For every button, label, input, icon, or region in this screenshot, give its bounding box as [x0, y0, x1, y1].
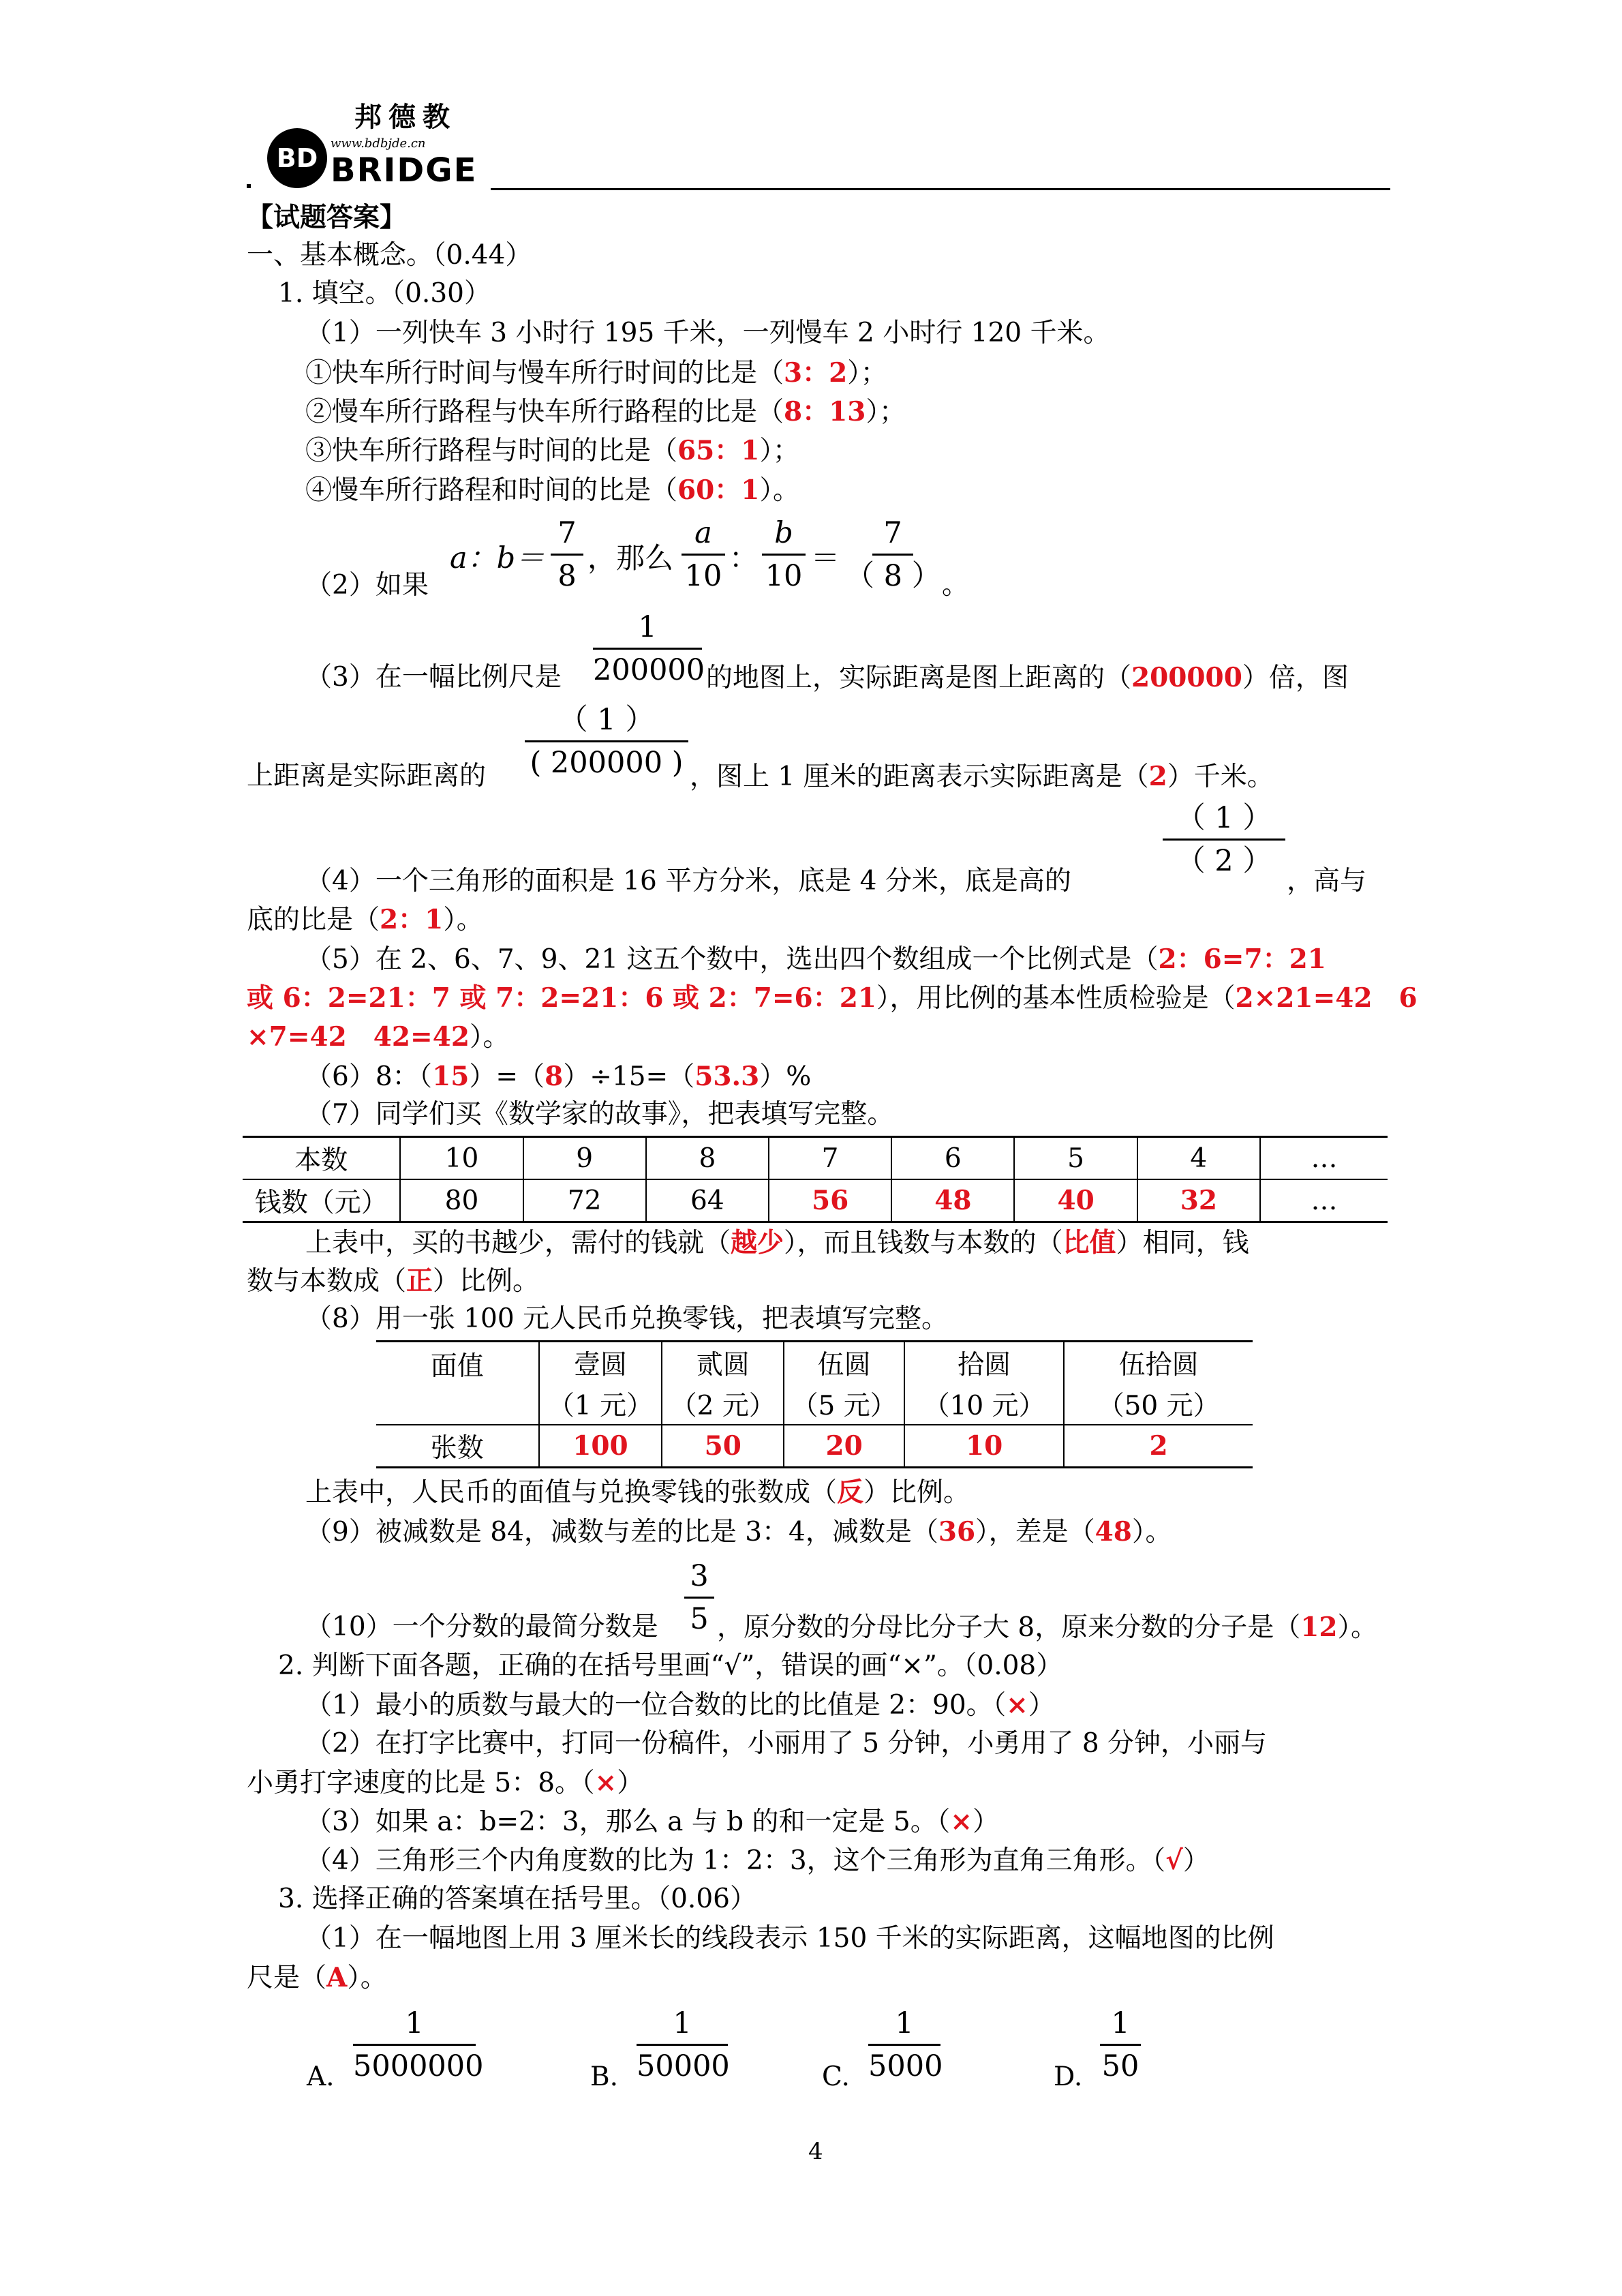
problem-1-stem: （1）一列快车 3 小时行 195 千米，一列慢车 2 小时行 120 千米。 [305, 318, 1110, 348]
problem-10-text: （10）一个分数的最简分数是 [305, 1612, 658, 1642]
option-b-label: B. [590, 2061, 619, 2092]
header-rule [491, 188, 1390, 190]
problem-2-label: （2）如果 [305, 570, 429, 601]
option-d-fraction: 1 50 [1100, 2003, 1141, 2087]
answer: 2：1 [380, 904, 444, 935]
problem-2-then: ，那么 [587, 541, 674, 575]
table-cell: 5 [1014, 1137, 1137, 1180]
problem-9: （9）被减数是 84，减数与差的比是 3：4，减数是（36），差是（48）。 [305, 1516, 1172, 1547]
answer-fraction: （ 1 ） ( 200000 ) [525, 699, 688, 783]
problem-3-line2-rest: ，图上 1 厘米的距离表示实际距离是（2）千米。 [690, 761, 1274, 792]
currency-table [376, 1340, 1253, 1468]
table-cell: 伍圆 [784, 1342, 904, 1384]
answer: 2：6=7：21 [1158, 943, 1326, 975]
fraction-3-5: 3 5 [684, 1556, 714, 1640]
table-answer-cell: 32 [1137, 1179, 1260, 1222]
answer: 36 [938, 1516, 976, 1547]
fraction-answer-7-8: 7 （ 8 ） [845, 516, 941, 593]
answer: 8：13 [784, 396, 866, 427]
answer-mark: √ [1165, 1845, 1183, 1876]
problem-4-text: （4）一个三角形的面积是 16 平方分米，底是 4 分米，底是高的 [305, 866, 1071, 896]
answer: 比值 [1062, 1227, 1116, 1258]
problem-7-label: （7）同学们买《数学家的故事》，把表填写完整。 [305, 1099, 894, 1130]
table-cell: （50 元） [1097, 1391, 1220, 1421]
problem-1d: ④慢车所行路程和时间的比是（60：1）。 [305, 474, 799, 506]
problem-7-after-1: 上表中，买的书越少，需付的钱就（越少），而且钱数与本数的（比值）相同，钱 [305, 1227, 1249, 1258]
question-2-heading: 2. 判断下面各题，正确的在括号里画“√”，错误的画“×”。（0.08） [278, 1650, 1063, 1681]
table-answer-cell: 50 [662, 1425, 784, 1468]
judge-4: （4）三角形三个内角度数的比为 1：2：3，这个三角形为直角三角形。（√） [305, 1845, 1210, 1876]
option-c-label: C. [822, 2061, 850, 2092]
answer: 2×21=42 6 [1235, 982, 1418, 1014]
period: 。 [942, 570, 969, 601]
table-cell: 4 [1137, 1137, 1260, 1180]
table-row [243, 1137, 1388, 1180]
answer: 200000 [1131, 662, 1242, 693]
table-row [376, 1342, 1253, 1384]
problem-1c: ③快车所行路程与时间的比是（65：1）； [305, 435, 799, 466]
question-1-heading: 1. 填空。（0.30） [278, 278, 491, 309]
answer: 60：1 [677, 474, 760, 506]
problem-5-line1: （5）在 2、6、7、9、21 这五个数中，选出四个数组成一个比例式是（2：6=7：21 [305, 943, 1326, 975]
judge-2-line2: 小勇打字速度的比是 5：8。（×） [247, 1767, 644, 1798]
answer: 65：1 [677, 435, 760, 466]
choice-1-line2: 尺是（A）。 [247, 1962, 387, 1993]
answer: 53.3 [694, 1061, 760, 1092]
answer: 越少 [731, 1227, 784, 1258]
problem-8-label: （8）用一张 100 元人民币兑换零钱，把表填写完整。 [305, 1303, 949, 1334]
table-answer-cell: 48 [891, 1179, 1014, 1222]
section-1-heading: 一、基本概念。（0.44） [247, 240, 532, 271]
table-cell: … [1311, 1185, 1338, 1216]
page-number: 4 [808, 2138, 823, 2165]
question-3-heading: 3. 选择正确的答案填在括号里。（0.06） [278, 1884, 756, 1914]
option-a-label: A. [307, 2061, 335, 2092]
table-cell: （5 元） [784, 1383, 904, 1425]
books-table [243, 1136, 1388, 1223]
choice-1-line1: （1）在一幅地图上用 3 厘米长的线段表示 150 千米的实际距离，这幅地图的比例 [305, 1923, 1274, 1954]
answer-mark: × [950, 1806, 973, 1837]
option-b-fraction: 1 50000 [637, 2006, 730, 2083]
answer: 48 [1095, 1516, 1132, 1547]
answer: 12 [1300, 1612, 1338, 1643]
table-cell: 9 [523, 1137, 646, 1180]
table-cell: （10 元） [904, 1383, 1064, 1425]
table-cell: … [1311, 1143, 1338, 1174]
table-cell: 贰圆 [662, 1342, 784, 1384]
fraction-b-10: b 10 [762, 513, 806, 596]
answer: 8 [545, 1061, 564, 1092]
logo-url: www.bdbjde.cn [331, 136, 426, 151]
problem-6: （6）8：（15）=（8）÷15=（53.3）% [305, 1061, 812, 1092]
table-cell: 6 [891, 1137, 1014, 1180]
problem-5-line3: ×7=42 42=42）。 [247, 1021, 510, 1053]
table-row [376, 1425, 1253, 1468]
problem-3-text-2: 上距离是实际距离的 [247, 761, 487, 791]
judge-1: （1）最小的质数与最大的一位合数的比的比值是 2：90。（×） [305, 1689, 1055, 1721]
table-cell: 72 [523, 1179, 646, 1222]
logo-chinese-text: 邦德教 [354, 101, 457, 133]
answer: A [326, 1962, 348, 1993]
equals-sign: ＝ [811, 541, 840, 575]
table-header-cell: 钱数（元） [243, 1179, 400, 1222]
table-answer-cell: 100 [539, 1425, 662, 1468]
table-answer-cell: 10 [904, 1425, 1064, 1468]
table-answer-cell: 40 [1014, 1179, 1137, 1222]
table-cell: 拾圆 [904, 1342, 1064, 1384]
answer: 3：2 [784, 357, 848, 389]
problem-4-line2: 底的比是（2：1）。 [247, 904, 483, 935]
problem-4-text-tail: ，高与 [1287, 866, 1367, 896]
judge-2-line1: （2）在打字比赛中，打同一份稿件，小丽用了 5 分钟，小勇用了 8 分钟，小丽与 [305, 1728, 1268, 1759]
answer: 15 [432, 1061, 470, 1092]
table-header-cell: 张数 [376, 1425, 539, 1468]
table-cell: 伍拾圆 [1118, 1350, 1199, 1380]
logo-mark: BD [267, 128, 327, 188]
table-cell: 7 [769, 1137, 891, 1180]
logo-wordmark: BRIDGE [331, 151, 478, 190]
table-cell: 壹圆 [539, 1342, 662, 1384]
problem-3-text: （3）在一幅比例尺是 [305, 662, 562, 693]
table-cell: （1 元） [539, 1383, 662, 1425]
answer-fraction: （ 1 ） （ 2 ） [1163, 798, 1285, 881]
problem-10-rest: ，原分数的分母比分子大 8，原来分数的分子是（12）。 [717, 1612, 1378, 1643]
answers-title: 【试题答案】 [247, 202, 407, 233]
table-answer-cell: 20 [784, 1425, 904, 1468]
table-cell: 10 [400, 1137, 523, 1180]
problem-1a: ①快车所行时间与慢车所行时间的比是（3：2）； [305, 357, 887, 389]
header-dot [247, 184, 251, 188]
problem-7-after-2: 数与本数成（正）比例。 [247, 1265, 540, 1297]
table-header-cell: 本数 [243, 1137, 400, 1180]
answer: 或 6：2=21：7 或 7：2=21：6 或 2：7=6：21 [247, 982, 876, 1014]
table-header-cell: 面值 [376, 1342, 539, 1425]
problem-1b: ②慢车所行路程与快车所行路程的比是（8：13）； [305, 396, 906, 427]
ratio-colon: ： [729, 541, 759, 575]
answer-mark: × [594, 1767, 617, 1798]
fraction-a-10: a 10 [682, 513, 725, 596]
option-a-fraction: 1 5000000 [353, 2006, 484, 2083]
judge-3: （3）如果 a：b=2：3，那么 a 与 b 的和一定是 5。（×） [305, 1806, 999, 1837]
answer-mark: × [1006, 1689, 1028, 1721]
problem-8-after: 上表中，人民币的面值与兑换零钱的张数成（反）比例。 [305, 1477, 970, 1508]
table-cell: 8 [646, 1137, 769, 1180]
scale-fraction: 1 200000 [593, 610, 705, 687]
answer: 正 [406, 1265, 433, 1297]
answer: 2 [1148, 761, 1167, 792]
problem-2-ratio: a：b＝ [450, 541, 545, 575]
answer: ×7=42 42=42 [247, 1021, 470, 1053]
problem-3-line1-rest: 的地图上，实际距离是图上距离的（200000）倍，图 [706, 662, 1349, 693]
table-cell: 80 [400, 1179, 523, 1222]
fraction-7-8: 7 8 [551, 513, 583, 596]
table-cell: （2 元） [662, 1383, 784, 1425]
table-cell: 64 [646, 1179, 769, 1222]
table-answer-cell: 56 [769, 1179, 891, 1222]
option-d-label: D. [1054, 2061, 1083, 2092]
table-row [243, 1179, 1388, 1222]
answer: 反 [837, 1477, 864, 1508]
option-c-fraction: 1 5000 [868, 2006, 943, 2083]
problem-5-line2: 或 6：2=21：7 或 7：2=21：6 或 2：7=6：21），用比例的基本性质检验是（2×21=42 6 [247, 982, 1418, 1014]
table-answer-cell: 2 [1149, 1430, 1168, 1462]
